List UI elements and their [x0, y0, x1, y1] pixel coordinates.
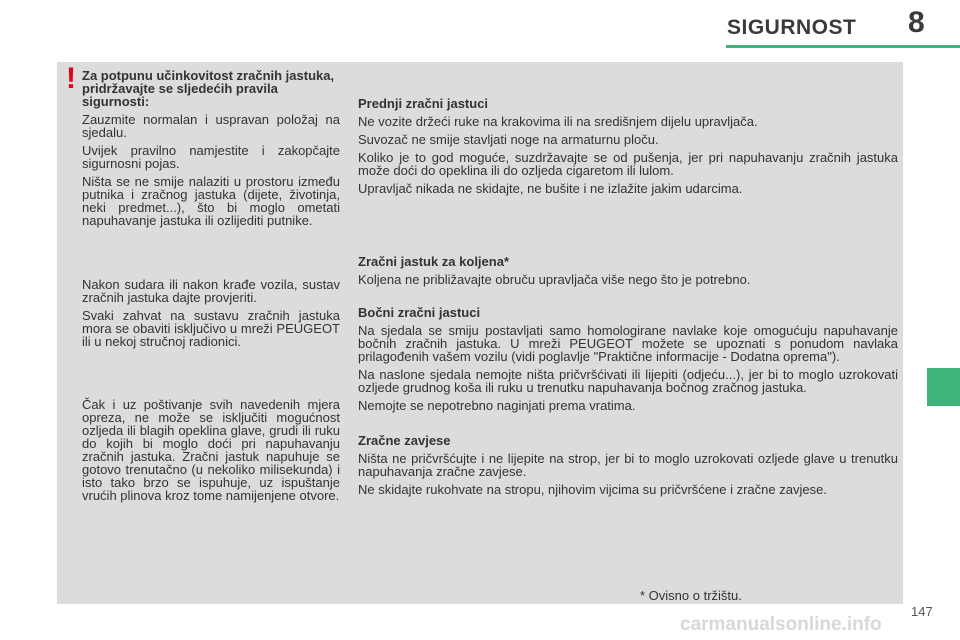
chapter-side-tab	[927, 368, 960, 406]
section-paragraph: Upravljač nikada ne skidajte, ne bušite i ne izlažite jakim udarcima.	[358, 181, 743, 196]
section-paragraph: Na sjedala se smiju postavljati samo homologirane navlake koje omogućuju napuhavanje bočnih zračnih jastuka. U mreži PEUGEOT možete se upoznati s ponudom navlaka prilagođenih vašem vozilu (vidi poglavlje "Praktične informacije - Dodatna oprema").	[358, 323, 898, 364]
warning-paragraph: Čak i uz poštivanje svih navedenih mjera opreza, ne može se isključiti mogućnost ozljeda ili blagih opeklina glave, grudi ili ruku do kojih bi moglo doći pri napuhavanju zračnih jastuka. Zračni jastuk napuhuje se gotovo trenutačno (u nekoliko milisekunda) i isto tako brzo se ispuhuje, uz ispuštanje vrućih plinova kroz tome namijenjene otvore.	[82, 397, 340, 503]
warning-icon: !	[66, 62, 76, 95]
section-heading: Bočni zračni jastuci	[358, 305, 481, 320]
warning-paragraph: Zauzmite normalan i uspravan položaj na sjedalu.	[82, 112, 340, 140]
section-paragraph: Koljena ne približavajte obruču upravljača više nego što je potrebno.	[358, 272, 751, 287]
spacer	[82, 232, 340, 278]
section-knee-airbag	[358, 255, 898, 286]
page-title: SIGURNOST	[727, 16, 857, 39]
section-paragraph: Suvozač ne smije stavljati noge na armaturnu ploču.	[358, 132, 659, 147]
footnote: * Ovisno o tržištu.	[640, 588, 742, 603]
section-paragraph: Ne vozite držeći ruke na krakovima ili na središnjem dijelu upravljača.	[358, 114, 758, 129]
section-heading: Zračne zavjese	[358, 433, 451, 448]
section-front-airbags	[358, 97, 898, 195]
section-side-airbags	[358, 306, 898, 412]
chapter-number: 8	[908, 6, 925, 39]
watermark: carmanualsonline.info	[680, 614, 882, 635]
warning-paragraph: Ništa se ne smije nalaziti u prostoru između putnika i zračnog jastuka (dijete, životinja, neki predmet...), što bi moglo ometati napuhavanje jastuka ili ozlijediti putnike.	[82, 174, 340, 228]
section-curtain-airbags	[358, 434, 898, 496]
spacer	[82, 353, 340, 398]
header-rule	[726, 45, 960, 48]
section-heading: Zračni jastuk za koljena*	[358, 254, 510, 269]
section-paragraph: Ništa ne pričvršćujte i ne lijepite na strop, jer bi to moglo uzrokovati ozljede glave u trenutku napuhavanja zračne zavjese.	[358, 451, 898, 479]
section-heading: Prednji zračni jastuci	[358, 96, 489, 111]
section-paragraph: Koliko je to god moguće, suzdržavajte se od pušenja, jer pri napuhavanju zračnih jastuka može doći do opeklina ili do ozljeda cigaretom ili lulom.	[358, 150, 898, 178]
section-paragraph: Ne skidajte rukohvate na stropu, njihovim vijcima su pričvršćene i zračne zavjese.	[358, 482, 827, 497]
page-number: 147	[911, 604, 933, 619]
warning-paragraph: Svaki zahvat na sustavu zračnih jastuka mora se obaviti isključivo u mreži PEUGEOT ili u nekoj stručnoj radionici.	[82, 308, 340, 349]
airbag-sections	[358, 97, 898, 509]
warning-column	[82, 69, 340, 507]
section-paragraph: Nemojte se nepotrebno naginjati prema vratima.	[358, 398, 636, 413]
warning-paragraph: Nakon sudara ili nakon krađe vozila, sustav zračnih jastuka dajte provjeriti.	[82, 277, 340, 305]
warning-paragraph: Uvijek pravilno namjestite i zakopčajte sigurnosni pojas.	[82, 143, 340, 171]
warning-heading: Za potpunu učinkovitost zračnih jastuka, pridržavajte se sljedećih pravila sigurnosti:	[82, 68, 335, 109]
section-paragraph: Na naslone sjedala nemojte ništa pričvršćivati ili lijepiti (odjeću...), jer bi to moglo uzrokovati ozljede grudnog koša ili ruku u trenutku napuhavanja bočnog zračnog jastuka.	[358, 367, 898, 395]
